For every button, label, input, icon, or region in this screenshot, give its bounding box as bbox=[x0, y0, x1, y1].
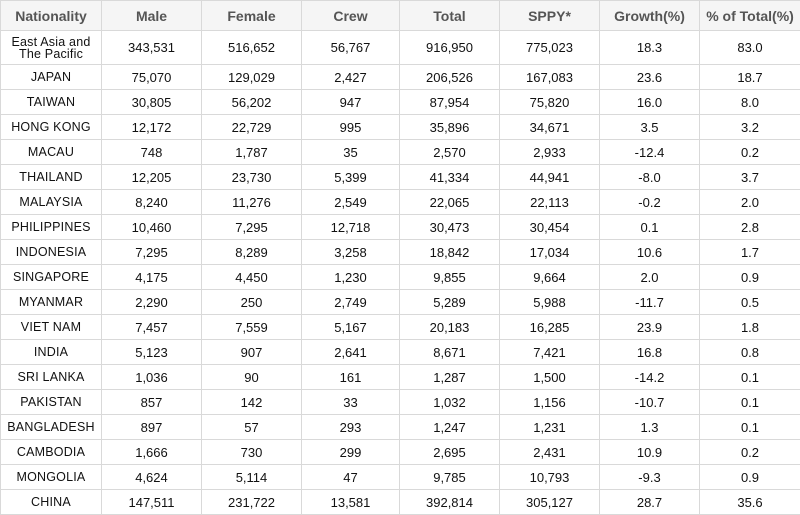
crew-cell: 56,767 bbox=[302, 31, 400, 65]
male-cell: 30,805 bbox=[102, 90, 202, 115]
table-row bbox=[1, 415, 800, 440]
total-cell: 5,289 bbox=[400, 290, 500, 315]
total-cell: 2,570 bbox=[400, 140, 500, 165]
crew-cell: 47 bbox=[302, 465, 400, 490]
percent-of-total-cell: 2.8 bbox=[700, 215, 800, 240]
nationality-cell: East Asia and The Pacific bbox=[1, 31, 102, 65]
nationality-cell: SRI LANKA bbox=[1, 365, 102, 390]
total-cell: 9,785 bbox=[400, 465, 500, 490]
percent-of-total-cell: 0.8 bbox=[700, 340, 800, 365]
growth-cell: 2.0 bbox=[600, 265, 700, 290]
male-cell: 1,666 bbox=[102, 440, 202, 465]
percent-of-total-cell: 0.9 bbox=[700, 465, 800, 490]
growth-cell: 10.9 bbox=[600, 440, 700, 465]
total-cell: 22,065 bbox=[400, 190, 500, 215]
sppy-cell: 305,127 bbox=[500, 490, 600, 515]
growth-cell: 10.6 bbox=[600, 240, 700, 265]
male-cell: 7,295 bbox=[102, 240, 202, 265]
growth-cell: -8.0 bbox=[600, 165, 700, 190]
header-nationality: Nationality bbox=[1, 1, 102, 31]
male-cell: 8,240 bbox=[102, 190, 202, 215]
growth-cell: -10.7 bbox=[600, 390, 700, 415]
crew-cell: 2,641 bbox=[302, 340, 400, 365]
total-cell: 8,671 bbox=[400, 340, 500, 365]
male-cell: 4,624 bbox=[102, 465, 202, 490]
female-cell: 22,729 bbox=[202, 115, 302, 140]
nationality-cell: THAILAND bbox=[1, 165, 102, 190]
growth-cell: 28.7 bbox=[600, 490, 700, 515]
crew-cell: 33 bbox=[302, 390, 400, 415]
percent-of-total-cell: 2.0 bbox=[700, 190, 800, 215]
male-cell: 75,070 bbox=[102, 65, 202, 90]
nationality-cell: VIET NAM bbox=[1, 315, 102, 340]
nationality-cell: BANGLADESH bbox=[1, 415, 102, 440]
sppy-cell: 2,933 bbox=[500, 140, 600, 165]
crew-cell: 35 bbox=[302, 140, 400, 165]
nationality-cell: TAIWAN bbox=[1, 90, 102, 115]
growth-cell: 18.3 bbox=[600, 31, 700, 65]
growth-cell: -0.2 bbox=[600, 190, 700, 215]
percent-of-total-cell: 3.7 bbox=[700, 165, 800, 190]
male-cell: 857 bbox=[102, 390, 202, 415]
nationality-cell: INDONESIA bbox=[1, 240, 102, 265]
table-row bbox=[1, 165, 800, 190]
male-cell: 7,457 bbox=[102, 315, 202, 340]
sppy-cell: 1,156 bbox=[500, 390, 600, 415]
total-cell: 392,814 bbox=[400, 490, 500, 515]
header-crew: Crew bbox=[302, 1, 400, 31]
nationality-cell: MALAYSIA bbox=[1, 190, 102, 215]
header-percent-of-total: % of Total(%) bbox=[700, 1, 800, 31]
growth-cell: 16.0 bbox=[600, 90, 700, 115]
table-row bbox=[1, 365, 800, 390]
growth-cell: -12.4 bbox=[600, 140, 700, 165]
crew-cell: 13,581 bbox=[302, 490, 400, 515]
nationality-cell: SINGAPORE bbox=[1, 265, 102, 290]
sppy-cell: 34,671 bbox=[500, 115, 600, 140]
male-cell: 2,290 bbox=[102, 290, 202, 315]
percent-of-total-cell: 18.7 bbox=[700, 65, 800, 90]
total-cell: 206,526 bbox=[400, 65, 500, 90]
nationality-cell: MACAU bbox=[1, 140, 102, 165]
crew-cell: 12,718 bbox=[302, 215, 400, 240]
table-row bbox=[1, 440, 800, 465]
female-cell: 11,276 bbox=[202, 190, 302, 215]
male-cell: 12,205 bbox=[102, 165, 202, 190]
table-row bbox=[1, 115, 800, 140]
table-body bbox=[1, 31, 800, 515]
percent-of-total-cell: 0.2 bbox=[700, 140, 800, 165]
growth-cell: 1.3 bbox=[600, 415, 700, 440]
nationality-cell: CAMBODIA bbox=[1, 440, 102, 465]
percent-of-total-cell: 0.1 bbox=[700, 365, 800, 390]
crew-cell: 5,399 bbox=[302, 165, 400, 190]
male-cell: 5,123 bbox=[102, 340, 202, 365]
female-cell: 4,450 bbox=[202, 265, 302, 290]
percent-of-total-cell: 0.1 bbox=[700, 415, 800, 440]
header-total: Total bbox=[400, 1, 500, 31]
nationality-cell: MYANMAR bbox=[1, 290, 102, 315]
total-cell: 30,473 bbox=[400, 215, 500, 240]
table-row bbox=[1, 65, 800, 90]
female-cell: 56,202 bbox=[202, 90, 302, 115]
growth-cell: 23.6 bbox=[600, 65, 700, 90]
percent-of-total-cell: 83.0 bbox=[700, 31, 800, 65]
growth-cell: -11.7 bbox=[600, 290, 700, 315]
percent-of-total-cell: 0.1 bbox=[700, 390, 800, 415]
table-row bbox=[1, 215, 800, 240]
male-cell: 4,175 bbox=[102, 265, 202, 290]
table-header bbox=[1, 1, 800, 31]
nationality-cell: INDIA bbox=[1, 340, 102, 365]
female-cell: 516,652 bbox=[202, 31, 302, 65]
female-cell: 250 bbox=[202, 290, 302, 315]
total-cell: 2,695 bbox=[400, 440, 500, 465]
sppy-cell: 16,285 bbox=[500, 315, 600, 340]
table-row bbox=[1, 240, 800, 265]
header-male: Male bbox=[102, 1, 202, 31]
table-row bbox=[1, 340, 800, 365]
crew-cell: 947 bbox=[302, 90, 400, 115]
crew-cell: 1,230 bbox=[302, 265, 400, 290]
male-cell: 12,172 bbox=[102, 115, 202, 140]
sppy-cell: 775,023 bbox=[500, 31, 600, 65]
total-cell: 35,896 bbox=[400, 115, 500, 140]
header-growth: Growth(%) bbox=[600, 1, 700, 31]
table-row bbox=[1, 315, 800, 340]
male-cell: 897 bbox=[102, 415, 202, 440]
female-cell: 57 bbox=[202, 415, 302, 440]
percent-of-total-cell: 0.9 bbox=[700, 265, 800, 290]
male-cell: 1,036 bbox=[102, 365, 202, 390]
sppy-cell: 9,664 bbox=[500, 265, 600, 290]
header-row bbox=[1, 1, 800, 31]
sppy-cell: 5,988 bbox=[500, 290, 600, 315]
percent-of-total-cell: 0.2 bbox=[700, 440, 800, 465]
percent-of-total-cell: 8.0 bbox=[700, 90, 800, 115]
growth-cell: 3.5 bbox=[600, 115, 700, 140]
sppy-cell: 17,034 bbox=[500, 240, 600, 265]
percent-of-total-cell: 0.5 bbox=[700, 290, 800, 315]
sppy-cell: 22,113 bbox=[500, 190, 600, 215]
table-row bbox=[1, 190, 800, 215]
total-cell: 9,855 bbox=[400, 265, 500, 290]
percent-of-total-cell: 1.7 bbox=[700, 240, 800, 265]
sppy-cell: 10,793 bbox=[500, 465, 600, 490]
table-row bbox=[1, 31, 800, 65]
female-cell: 142 bbox=[202, 390, 302, 415]
female-cell: 730 bbox=[202, 440, 302, 465]
nationality-cell: CHINA bbox=[1, 490, 102, 515]
percent-of-total-cell: 1.8 bbox=[700, 315, 800, 340]
growth-cell: 16.8 bbox=[600, 340, 700, 365]
female-cell: 8,289 bbox=[202, 240, 302, 265]
sppy-cell: 167,083 bbox=[500, 65, 600, 90]
crew-cell: 293 bbox=[302, 415, 400, 440]
crew-cell: 3,258 bbox=[302, 240, 400, 265]
sppy-cell: 7,421 bbox=[500, 340, 600, 365]
nationality-cell: PAKISTAN bbox=[1, 390, 102, 415]
nationality-cell: JAPAN bbox=[1, 65, 102, 90]
female-cell: 907 bbox=[202, 340, 302, 365]
percent-of-total-cell: 35.6 bbox=[700, 490, 800, 515]
table-row bbox=[1, 265, 800, 290]
male-cell: 147,511 bbox=[102, 490, 202, 515]
total-cell: 1,032 bbox=[400, 390, 500, 415]
growth-cell: -9.3 bbox=[600, 465, 700, 490]
sppy-cell: 2,431 bbox=[500, 440, 600, 465]
total-cell: 41,334 bbox=[400, 165, 500, 190]
nationality-cell: PHILIPPINES bbox=[1, 215, 102, 240]
table-row bbox=[1, 90, 800, 115]
nationality-cell: HONG KONG bbox=[1, 115, 102, 140]
nationality-cell: MONGOLIA bbox=[1, 465, 102, 490]
header-sppy: SPPY* bbox=[500, 1, 600, 31]
female-cell: 90 bbox=[202, 365, 302, 390]
female-cell: 1,787 bbox=[202, 140, 302, 165]
female-cell: 7,295 bbox=[202, 215, 302, 240]
male-cell: 10,460 bbox=[102, 215, 202, 240]
growth-cell: 0.1 bbox=[600, 215, 700, 240]
female-cell: 231,722 bbox=[202, 490, 302, 515]
sppy-cell: 75,820 bbox=[500, 90, 600, 115]
sppy-cell: 30,454 bbox=[500, 215, 600, 240]
male-cell: 343,531 bbox=[102, 31, 202, 65]
crew-cell: 5,167 bbox=[302, 315, 400, 340]
percent-of-total-cell: 3.2 bbox=[700, 115, 800, 140]
crew-cell: 161 bbox=[302, 365, 400, 390]
table-row bbox=[1, 465, 800, 490]
sppy-cell: 1,500 bbox=[500, 365, 600, 390]
growth-cell: 23.9 bbox=[600, 315, 700, 340]
total-cell: 1,287 bbox=[400, 365, 500, 390]
total-cell: 916,950 bbox=[400, 31, 500, 65]
female-cell: 5,114 bbox=[202, 465, 302, 490]
total-cell: 87,954 bbox=[400, 90, 500, 115]
header-female: Female bbox=[202, 1, 302, 31]
crew-cell: 2,549 bbox=[302, 190, 400, 215]
sppy-cell: 44,941 bbox=[500, 165, 600, 190]
crew-cell: 2,749 bbox=[302, 290, 400, 315]
total-cell: 1,247 bbox=[400, 415, 500, 440]
sppy-cell: 1,231 bbox=[500, 415, 600, 440]
table-row bbox=[1, 290, 800, 315]
growth-cell: -14.2 bbox=[600, 365, 700, 390]
female-cell: 129,029 bbox=[202, 65, 302, 90]
female-cell: 7,559 bbox=[202, 315, 302, 340]
total-cell: 18,842 bbox=[400, 240, 500, 265]
crew-cell: 2,427 bbox=[302, 65, 400, 90]
crew-cell: 995 bbox=[302, 115, 400, 140]
table-row bbox=[1, 140, 800, 165]
total-cell: 20,183 bbox=[400, 315, 500, 340]
table-row bbox=[1, 390, 800, 415]
male-cell: 748 bbox=[102, 140, 202, 165]
female-cell: 23,730 bbox=[202, 165, 302, 190]
crew-cell: 299 bbox=[302, 440, 400, 465]
table-row bbox=[1, 490, 800, 515]
